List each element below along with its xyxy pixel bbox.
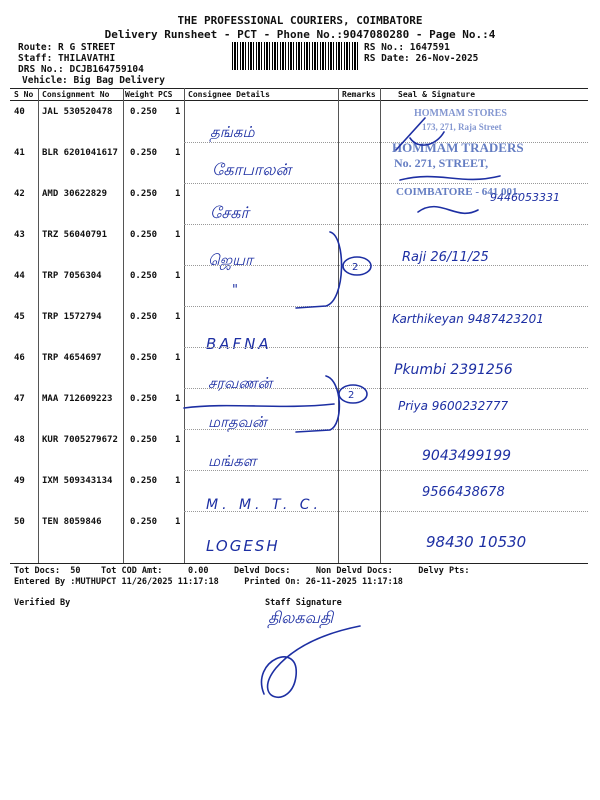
vehicle-label: Vehicle: Big Bag Delivery bbox=[22, 75, 165, 86]
row-weight: 0.250 bbox=[130, 271, 158, 281]
row-pcs: 1 bbox=[175, 189, 181, 199]
row-pcs: 1 bbox=[175, 271, 181, 281]
stamp-line: 173, 271, Raja Street bbox=[422, 122, 502, 132]
row-consignment: TRZ 56040791 bbox=[42, 230, 108, 240]
verified-signature bbox=[262, 626, 360, 697]
delivery-signature: Raji 26/11/25 bbox=[402, 250, 489, 265]
circle-number: 2 bbox=[352, 262, 359, 273]
consignee-handwriting: சரவணன் bbox=[208, 374, 273, 392]
row-sno: 43 bbox=[14, 230, 25, 240]
row-pcs: 1 bbox=[175, 230, 181, 240]
row-sno: 44 bbox=[14, 271, 25, 281]
row-sno: 40 bbox=[14, 107, 25, 117]
staff-label: Staff: THILAVATHI bbox=[18, 53, 116, 64]
row-pcs: 1 bbox=[175, 476, 181, 486]
verified-by-label: Verified By bbox=[14, 598, 71, 608]
delivery-signature: Priya 9600232777 bbox=[398, 399, 509, 413]
row-consignment: TRP 7056304 bbox=[42, 271, 102, 281]
col-head-pcs: PCS bbox=[158, 90, 173, 99]
row-weight: 0.250 bbox=[130, 476, 158, 486]
consignee-handwriting: கோபாலன் bbox=[212, 160, 292, 179]
stamp-line: HOMMAM TRADERS bbox=[392, 140, 524, 155]
stamp-scribble bbox=[396, 118, 444, 150]
delivery-signature: 9566438678 bbox=[422, 485, 505, 500]
circle-number: 2 bbox=[348, 390, 355, 401]
signature-scribble bbox=[418, 207, 478, 214]
rs-number: RS No.: 1647591 bbox=[364, 42, 450, 53]
totals-line: Tot Docs: 50 Tot COD Amt: 0.00 Delvd Docs: Non Delvd Docs: Delvy Pts: bbox=[14, 566, 470, 576]
row-consignment: TEN 8059846 bbox=[42, 517, 102, 527]
staff-signature-label: Staff Signature bbox=[265, 598, 342, 608]
row-sno: 41 bbox=[14, 148, 25, 158]
row-weight: 0.250 bbox=[130, 189, 158, 199]
col-head-consignment: Consignment No bbox=[42, 90, 110, 99]
delivery-signature: Pkumbi 2391256 bbox=[394, 362, 513, 378]
row-sno: 48 bbox=[14, 435, 25, 445]
stamp-line: HOMMAM STORES bbox=[414, 108, 507, 119]
consignee-handwriting: BAFNA bbox=[206, 335, 272, 353]
row-weight: 0.250 bbox=[130, 435, 158, 445]
col-head-remarks: Remarks bbox=[342, 90, 376, 99]
row-weight: 0.250 bbox=[130, 312, 158, 322]
consignee-handwriting: M. M. T. C. bbox=[206, 497, 322, 513]
row-sno: 42 bbox=[14, 189, 25, 199]
delivery-signature: 9446053331 bbox=[490, 191, 560, 204]
row-weight: 0.250 bbox=[130, 148, 158, 158]
drs-number: DRS No.: DCJB164759104 bbox=[18, 64, 144, 75]
delivery-signature: 98430 10530 bbox=[426, 533, 527, 551]
row-pcs: 1 bbox=[175, 517, 181, 527]
stamp-scribble bbox=[400, 176, 500, 180]
row-consignment: BLR 6201041617 bbox=[42, 148, 118, 158]
stamp-line: COIMBATORE - 641 001. bbox=[396, 186, 521, 198]
delivery-signature: Karthikeyan 9487423201 bbox=[392, 312, 544, 326]
col-head-weight: Weight bbox=[125, 90, 154, 99]
row-pcs: 1 bbox=[175, 353, 181, 363]
row-pcs: 1 bbox=[175, 312, 181, 322]
ink-line bbox=[184, 404, 334, 408]
consignee-handwriting: ஜெயா bbox=[208, 251, 253, 269]
col-head-sno: S No bbox=[14, 90, 34, 99]
consignee-handwriting: சேகர் bbox=[210, 203, 249, 222]
row-consignment: KUR 7005279672 bbox=[42, 435, 118, 445]
row-sno: 49 bbox=[14, 476, 25, 486]
col-head-consignee: Consignee Details bbox=[188, 90, 270, 99]
row-pcs: 1 bbox=[175, 435, 181, 445]
row-sno: 45 bbox=[14, 312, 25, 322]
staff-signature: திலகவதி bbox=[268, 608, 334, 627]
row-consignment: IXM 509343134 bbox=[42, 476, 113, 486]
row-weight: 0.250 bbox=[130, 230, 158, 240]
row-weight: 0.250 bbox=[130, 517, 158, 527]
row-sno: 47 bbox=[14, 394, 25, 404]
row-pcs: 1 bbox=[175, 394, 181, 404]
entered-line: Entered By :MUTHUPCT 11/26/2025 11:17:18 Printed On: 26-11-2025 11:17:18 bbox=[14, 577, 403, 587]
row-weight: 0.250 bbox=[130, 394, 158, 404]
rs-date: RS Date: 26-Nov-2025 bbox=[364, 53, 479, 64]
delivery-signature: 9043499199 bbox=[422, 448, 512, 464]
row-consignment: AMD 30622829 bbox=[42, 189, 108, 199]
stamp-line: No. 271, STREET, bbox=[394, 156, 489, 170]
page-subtitle: Delivery Runsheet - PCT - Phone No.:9047080280 - Page No.:4 bbox=[104, 28, 496, 41]
row-pcs: 1 bbox=[175, 148, 181, 158]
consignee-handwriting: மங்கள bbox=[208, 452, 257, 470]
ditto-mark: " bbox=[232, 283, 238, 298]
consignee-handwriting: மாதவன் bbox=[208, 413, 267, 431]
row-consignment: TRP 4654697 bbox=[42, 353, 102, 363]
row-consignment: MAA 712609223 bbox=[42, 394, 113, 404]
row-sno: 50 bbox=[14, 517, 25, 527]
col-head-seal: Seal & Signature bbox=[398, 90, 476, 99]
row-weight: 0.250 bbox=[130, 353, 158, 363]
consignee-handwriting: தங்கம் bbox=[210, 123, 255, 141]
row-pcs: 1 bbox=[175, 107, 181, 117]
page-title: THE PROFESSIONAL COURIERS, COIMBATORE bbox=[177, 14, 423, 27]
route-label: Route: R G STREET bbox=[18, 42, 116, 53]
row-sno: 46 bbox=[14, 353, 25, 363]
row-consignment: JAL 530520478 bbox=[42, 107, 113, 117]
consignee-handwriting: LOGESH bbox=[206, 537, 280, 555]
row-weight: 0.250 bbox=[130, 107, 158, 117]
row-consignment: TRP 1572794 bbox=[42, 312, 102, 322]
bracket-mark bbox=[296, 232, 342, 308]
